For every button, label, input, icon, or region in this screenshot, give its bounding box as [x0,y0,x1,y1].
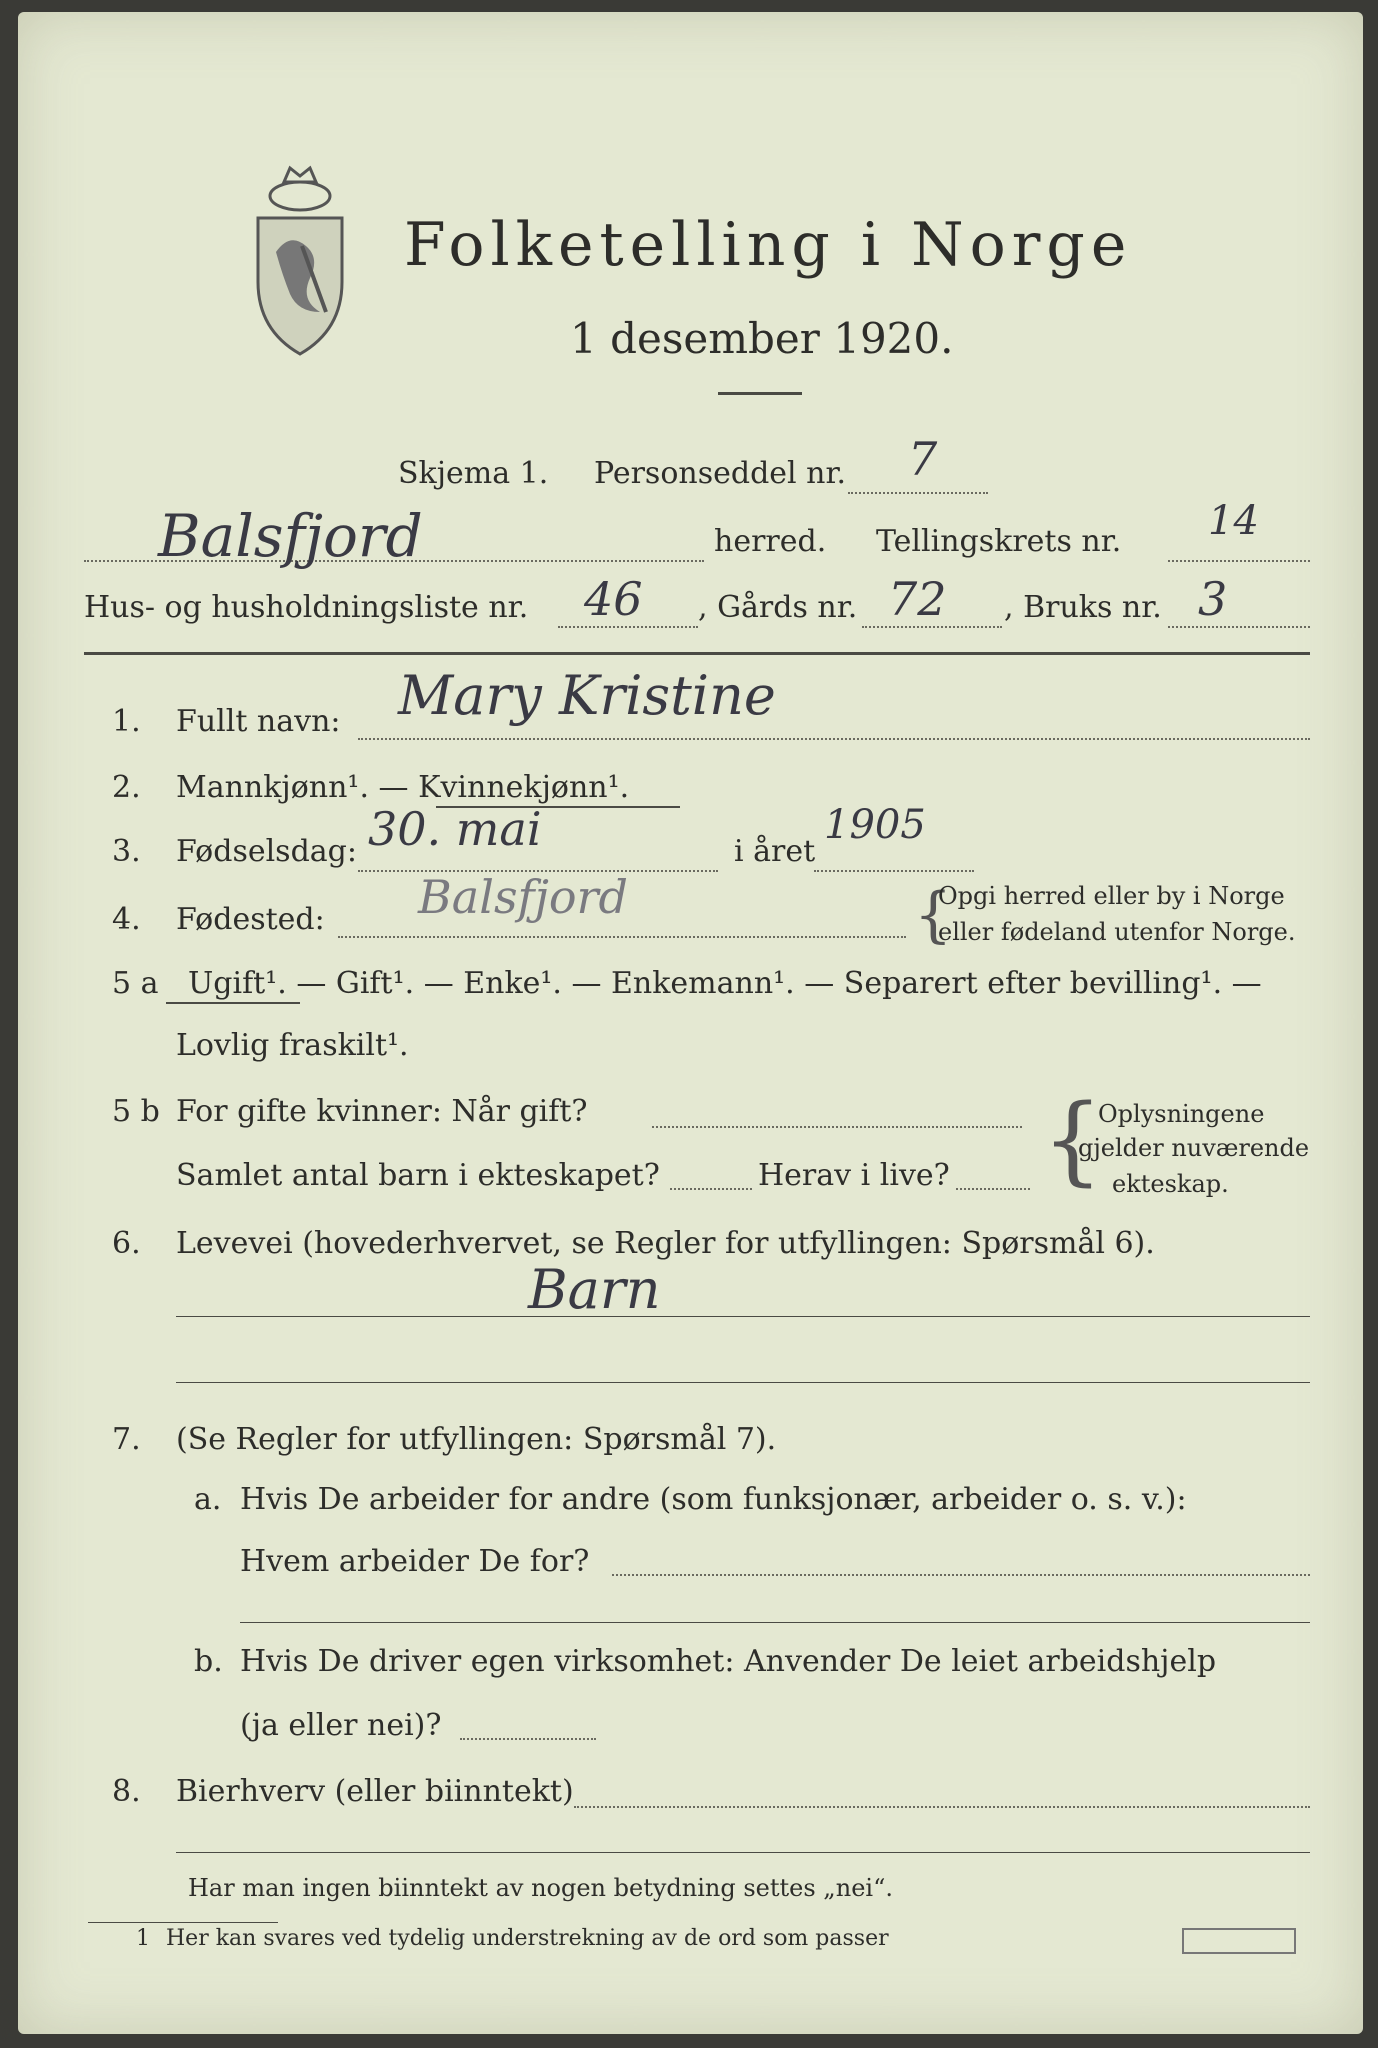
answer-line [240,1622,1310,1623]
answer-line [176,1382,1310,1383]
q7a-line1: Hvis De arbeider for andre (som funksjonær, arbeider o. s. v.): [240,1482,1187,1517]
q7b-line2: (ja eller nei)? [240,1708,442,1743]
q1-label: Fullt navn: [176,704,341,739]
q4-note-1: Opgi herred eller by i Norge [938,882,1285,910]
q6-number: 6. [112,1226,141,1261]
herred-value[interactable]: Balsfjord [158,502,423,570]
q8-label: Bierhverv (eller biinntekt) [176,1774,574,1809]
q5a-line1: Ugift¹. — Gift¹. — Enke¹. — Enkemann¹. — Separert efter bevilling¹. — [188,966,1262,1001]
coat-of-arms-emblem [240,162,360,362]
occupation-value[interactable]: Barn [528,1258,661,1321]
full-name-value[interactable]: Mary Kristine [398,664,776,727]
q4-note-2: eller fødeland utenfor Norge. [938,918,1296,946]
q5a-number: 5 a [112,966,159,1001]
q2-number: 2. [112,770,141,805]
bruks-value[interactable]: 3 [1198,572,1228,626]
birth-year-value[interactable]: 1905 [824,802,926,848]
footnote-divider [88,1922,278,1923]
q3-number: 3. [112,834,141,869]
birthdate-value[interactable]: 30. mai [368,802,542,856]
q8-number: 8. [112,1774,141,1809]
q5a-line2: Lovlig fraskilt¹. [176,1028,409,1063]
q7a-number: a. [194,1482,222,1517]
printer-stamp [1182,1928,1296,1954]
footer-note: Har man ingen biinntekt av nogen betydning settes „nei“. [188,1874,893,1902]
q7-label: (Se Regler for utfyllingen: Spørsmål 7). [176,1422,777,1457]
answer-line [176,1316,1310,1317]
hus-value[interactable]: 46 [584,572,643,626]
personseddel-value[interactable]: 7 [908,432,938,486]
q5b-line1: For gifte kvinner: Når gift? [176,1094,588,1129]
bruks-label: , Bruks nr. [1004,590,1162,625]
q5b-note-1: Oplysningene [1098,1100,1265,1128]
ugift-underline [166,1002,300,1004]
personseddel-label: Personseddel nr. [594,456,847,491]
title-divider [718,392,802,395]
q5b-number: 5 b [112,1094,160,1129]
schema-label: Skjema 1. [398,456,549,491]
gards-value[interactable]: 72 [888,572,947,626]
q7b-number: b. [194,1644,223,1679]
year-label: i året [734,834,816,869]
form-title: Folketelling i Norge [404,210,1133,280]
q5b-note-2: gjelder nuværende [1078,1134,1310,1162]
q1-number: 1. [112,704,141,739]
q6-label: Levevei (hovederhvervet, se Regler for utfyllingen: Spørsmål 6). [176,1226,1155,1261]
brace: { [914,880,953,950]
census-date: 1 desember 1920. [570,314,954,363]
q7b-line1: Hvis De driver egen virksomhet: Anvender De leiet arbeidshjelp [240,1644,1217,1679]
tellingskrets-label: Tellingskrets nr. [876,524,1122,559]
tellingskrets-value[interactable]: 14 [1208,498,1259,544]
hus-label: Hus- og husholdningsliste nr. [84,590,529,625]
q7a-line2: Hvem arbeider De for? [240,1544,590,1579]
gards-label: , Gårds nr. [698,590,858,625]
footnote-text: Her kan svares ved tydelig understrekning av de ord som passer [166,1926,889,1951]
q5b-line2a: Samlet antal barn i ekteskapet? [176,1158,660,1193]
birthplace-value[interactable]: Balsfjord [418,870,628,924]
q4-label: Fødested: [176,902,325,937]
brace: { [1042,1084,1104,1196]
answer-line [176,1852,1310,1853]
herred-label: herred. [714,524,827,559]
footnote-mark: 1 [136,1926,150,1951]
q7-number: 7. [112,1422,141,1457]
header-divider [84,652,1310,655]
q2-label: Mannkjønn¹. — Kvinnekjønn¹. [176,770,630,805]
q5b-note-3: ekteskap. [1112,1170,1229,1198]
q4-number: 4. [112,902,141,937]
q5b-line2b: Herav i live? [758,1158,950,1193]
census-form [18,12,1363,2034]
q3-label: Fødselsdag: [176,834,357,869]
